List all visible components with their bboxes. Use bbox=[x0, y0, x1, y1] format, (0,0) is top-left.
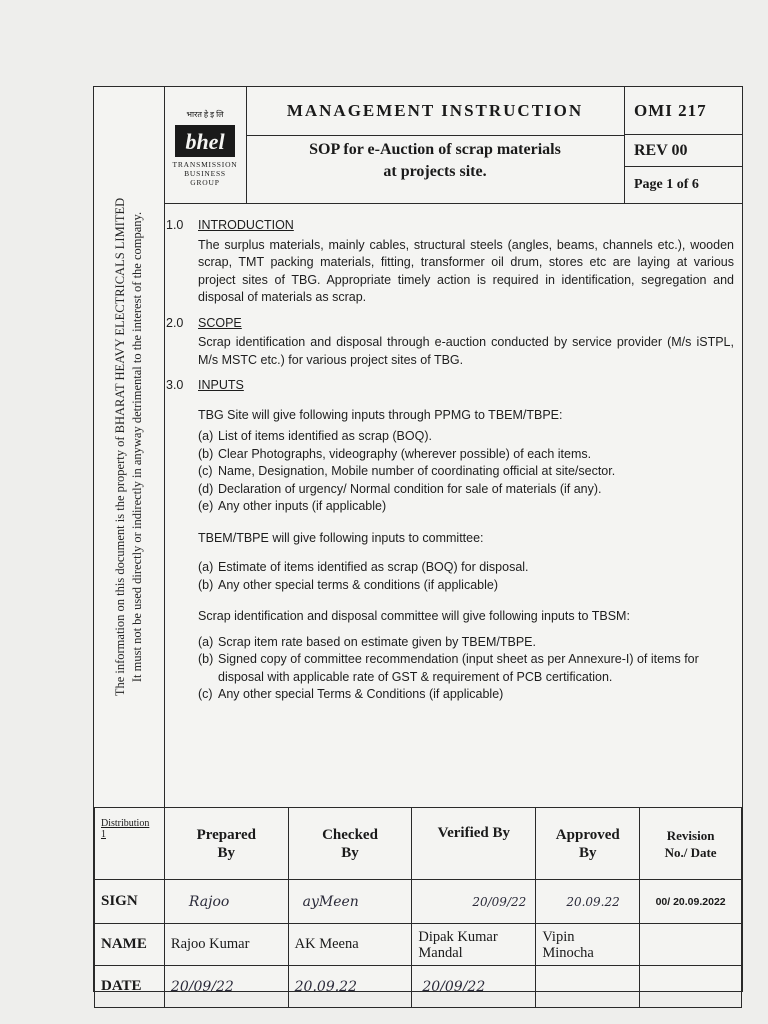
document-header bbox=[164, 87, 742, 204]
scope-text: Scrap identification and disposal through e-auction conducted by service provider (M/s iSTPL, M/s MSTC etc.) for various project sites of TBG. bbox=[198, 335, 734, 367]
revision-header: Revision No./ Date bbox=[640, 808, 742, 880]
table-row bbox=[95, 880, 742, 924]
name-approved: Vipin Minocha bbox=[536, 924, 640, 966]
list-item: (c) Name, Designation, Mobile number of coordinating official at site/sector. bbox=[198, 464, 616, 478]
inputs-list-committee bbox=[166, 634, 734, 704]
list-item: (a) Estimate of items identified as scrap (BOQ) for disposal. bbox=[198, 560, 529, 574]
name-verified: Dipak Kumar Mandal bbox=[412, 924, 536, 966]
empty-cell bbox=[640, 924, 742, 966]
doc-title: SOP for e-Auction of scrap materials at projects site. bbox=[309, 141, 561, 180]
name-label: NAME bbox=[95, 924, 165, 966]
inputs-list-tbem bbox=[166, 559, 734, 594]
section-heading: 2.0 SCOPE bbox=[166, 315, 242, 330]
list-item: (b) Signed copy of committee recommendation (input sheet as per Annexure-I) of items for disposal with applicable rate of GST & requirement of PCB certification. bbox=[198, 652, 699, 684]
inputs-list-site bbox=[166, 428, 734, 516]
date-verified: 20/09/22 bbox=[412, 966, 536, 1008]
name-prepared: Rajoo Kumar bbox=[164, 924, 288, 966]
introduction-text: The surplus materials, mainly cables, structural steels (angles, beams, channels etc.), wooden scrap, TMT packing materials, fitting, transformer oil drum, stores etc are laying at various project sites of TBG. Appropriate timely action is required in identification, segregation and disposal of materials as scrap. bbox=[198, 237, 734, 304]
table-row bbox=[95, 924, 742, 966]
revision-number: REV 00 bbox=[624, 135, 742, 167]
signature-approved: 20.09.22 bbox=[536, 880, 640, 924]
date-checked: 20.09.22 bbox=[288, 966, 412, 1008]
date-prepared: 20/09/22 bbox=[164, 966, 288, 1008]
page-number: Page 1 of 6 bbox=[634, 177, 699, 192]
section-heading: 3.0 INPUTS bbox=[166, 378, 244, 392]
table-row bbox=[95, 808, 742, 880]
document-page bbox=[93, 86, 743, 995]
date-label: DATE bbox=[95, 966, 165, 1008]
logo-subtitle: TRANSMISSION BUSINESS GROUP bbox=[172, 160, 238, 187]
logo-cell bbox=[164, 87, 247, 203]
list-item: (b) Clear Photographs, videography (wherever possible) of each items. bbox=[198, 446, 592, 461]
verified-by-header: Verified By bbox=[412, 808, 536, 880]
list-item: (e) Any other inputs (if applicable) bbox=[198, 499, 387, 513]
title-cell bbox=[246, 87, 625, 203]
list-item: (a) List of items identified as scrap (BOQ). bbox=[198, 429, 432, 443]
distribution-cell: Distribution 1 bbox=[95, 808, 165, 880]
list-item: (a) Scrap item rate based on estimate given by TBEM/TBPE. bbox=[198, 634, 536, 649]
signature-checked: ayMeen bbox=[288, 880, 412, 924]
signature-verified: 20/09/22 bbox=[412, 880, 536, 924]
checked-by-header: Checked By bbox=[288, 808, 412, 880]
name-checked: AK Meena bbox=[288, 924, 412, 966]
svg-text:bhel: bhel bbox=[185, 129, 225, 154]
approved-by-header: Approved By bbox=[536, 808, 640, 880]
sign-label: SIGN bbox=[95, 880, 165, 924]
signature-prepared: Rajoo bbox=[164, 880, 288, 924]
property-notice: The information on this document is the property of BHARAT HEAVY ELECTRICALS LIMITED It must not be used directly or indirectly in anyway detrimental to the interest of the company. bbox=[113, 197, 144, 697]
list-item: (d) Declaration of urgency/ Normal condition for sale of materials (if any). bbox=[198, 481, 602, 496]
empty-cell bbox=[536, 966, 640, 1008]
revision-value: 00/ 20.09.2022 bbox=[640, 880, 742, 924]
bhel-logo-icon bbox=[174, 123, 236, 163]
empty-cell bbox=[640, 966, 742, 1008]
section-heading: 1.0 INTRODUCTION bbox=[166, 218, 294, 232]
list-item: (b) Any other special terms & conditions (if applicable) bbox=[198, 577, 498, 592]
approval-table bbox=[94, 807, 742, 1008]
list-item: (c) Any other special Terms & Conditions (if applicable) bbox=[198, 687, 504, 701]
code-cell bbox=[624, 87, 742, 203]
inputs-intro: Scrap identification and disposal committee will give following inputs to TBSM: bbox=[198, 609, 630, 623]
table-row bbox=[95, 966, 742, 1008]
document-body bbox=[166, 217, 734, 718]
side-margin bbox=[94, 87, 165, 809]
prepared-by-header: Prepared By bbox=[164, 808, 288, 880]
inputs-intro: TBG Site will give following inputs through PPMG to TBEM/TBPE: bbox=[198, 407, 563, 422]
doc-code: OMI 217 bbox=[624, 87, 742, 135]
logo-hindi-text: भारत हे इ लि bbox=[186, 110, 224, 119]
inputs-intro: TBEM/TBPE will give following inputs to committee: bbox=[198, 530, 484, 545]
doc-type: MANAGEMENT INSTRUCTION bbox=[246, 87, 624, 136]
